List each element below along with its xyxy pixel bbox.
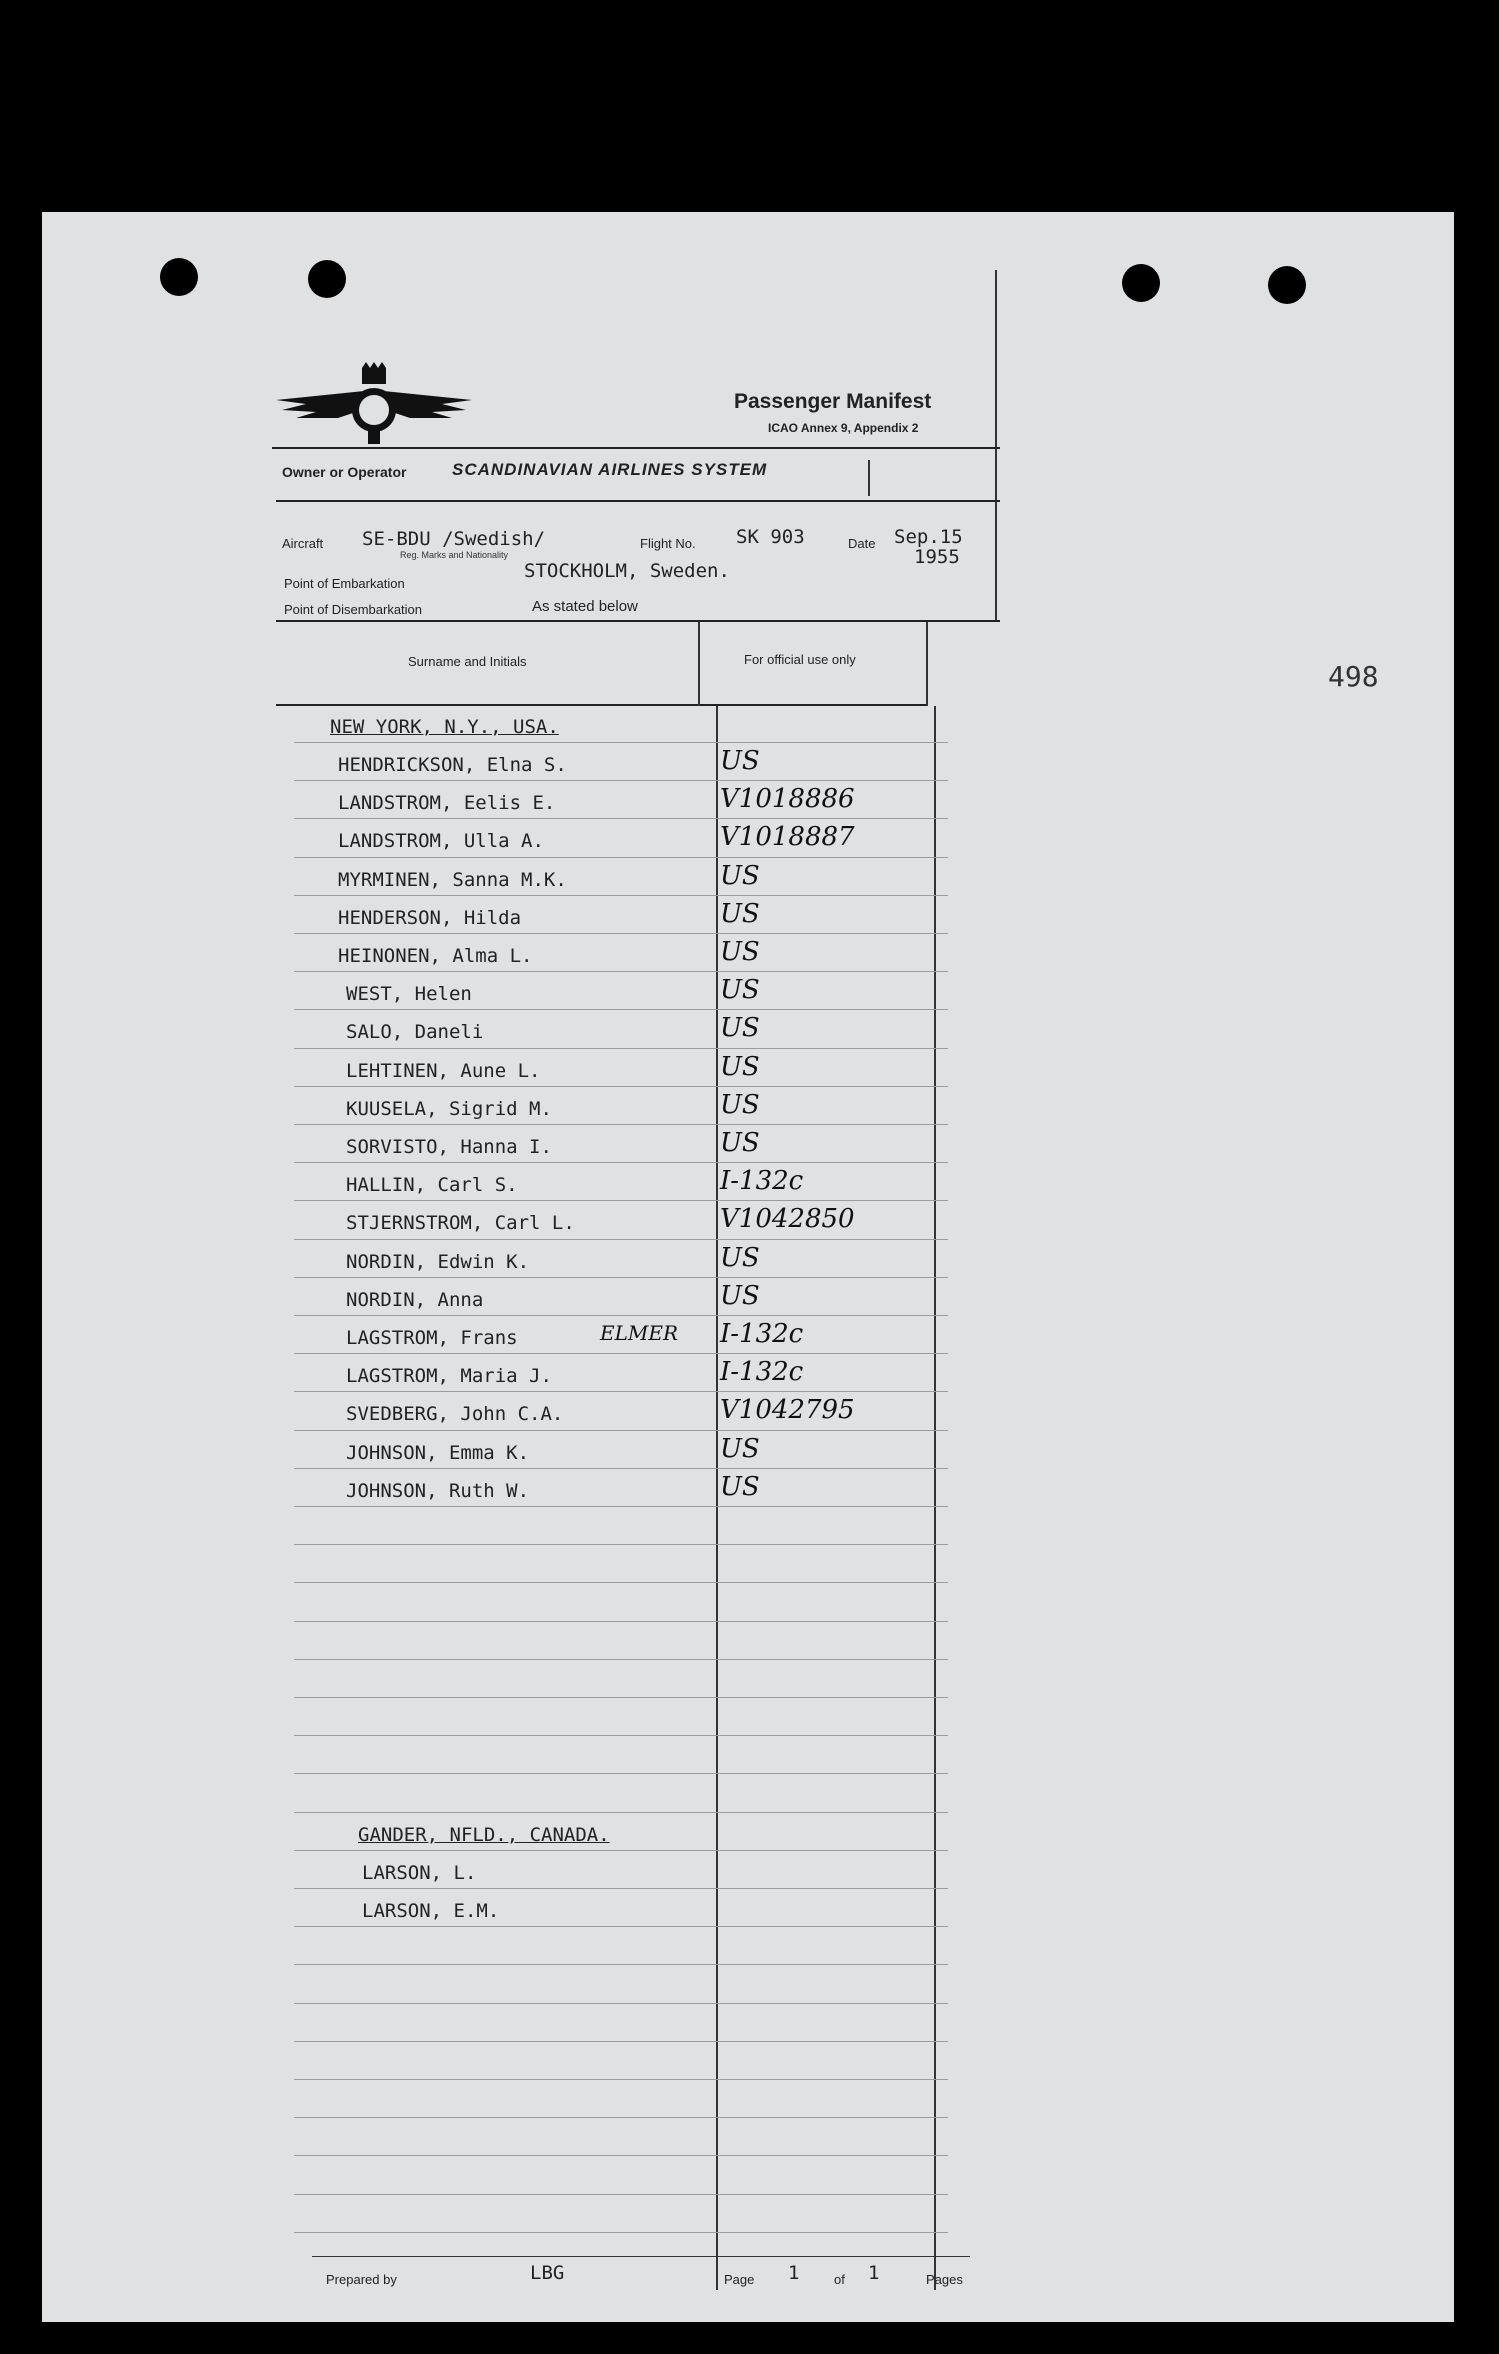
column-divider (934, 706, 936, 2290)
footer-rule (312, 2256, 970, 2257)
date-year: 1955 (914, 546, 960, 568)
official-use-entry: I-132c (720, 1319, 804, 1349)
official-use-entry: US (720, 937, 760, 967)
passenger-name: STJERNSTROM, Carl L. (346, 1212, 575, 1234)
passenger-name: JOHNSON, Ruth W. (346, 1480, 530, 1502)
official-use-entry: US (720, 1434, 760, 1464)
official-use-entry: US (720, 1472, 760, 1502)
passenger-name: LANDSTROM, Ulla A. (338, 830, 544, 852)
owner-label: Owner or Operator (282, 464, 407, 480)
ruled-line (294, 780, 948, 781)
passenger-name: LANDSTROM, Eelis E. (338, 792, 556, 814)
column-divider (698, 622, 700, 706)
punch-hole (160, 258, 198, 296)
passenger-name: SALO, Daneli (346, 1021, 484, 1043)
section-heading: NEW YORK, N.Y., USA. (330, 716, 559, 738)
page-label: Page (724, 2272, 755, 2287)
aircraft-value: SE-BDU /Swedish/ (362, 528, 546, 550)
form-subtitle: ICAO Annex 9, Appendix 2 (768, 421, 919, 435)
ruled-line (294, 1812, 948, 1813)
passenger-name: KUUSELA, Sigrid M. (346, 1098, 552, 1120)
header-rule (272, 447, 1000, 449)
embark-label: Point of Embarkation (284, 576, 405, 591)
official-use-entry: US (720, 1090, 760, 1120)
passenger-name: NORDIN, Anna (346, 1289, 484, 1311)
official-use-entry: US (720, 1281, 760, 1311)
date-label: Date (848, 536, 876, 551)
ruled-line (294, 2041, 948, 2042)
ruled-line (294, 1353, 948, 1354)
punch-hole (1122, 264, 1160, 302)
flight-value: SK 903 (736, 526, 805, 548)
header-rule (276, 500, 1000, 502)
ruled-line (294, 818, 948, 819)
official-use-entry: V1018887 (720, 822, 855, 852)
official-use-entry: US (720, 746, 760, 776)
ruled-line (294, 1124, 948, 1125)
official-use-entry: US (720, 1052, 760, 1082)
disembark-value: As stated below (532, 598, 638, 615)
column-header-surname: Surname and Initials (408, 654, 527, 669)
column-header-official: For official use only (744, 652, 856, 667)
passenger-name: SVEDBERG, John C.A. (346, 1403, 564, 1425)
flight-label: Flight No. (640, 536, 696, 551)
ruled-line (294, 1850, 948, 1851)
embark-value: STOCKHOLM, Sweden. (524, 560, 730, 582)
passenger-name: HALLIN, Carl S. (346, 1174, 518, 1196)
official-use-entry: US (720, 1013, 760, 1043)
of-value: 1 (868, 2262, 880, 2284)
date-value: Sep.15 (894, 526, 963, 548)
passenger-name: HENDERSON, Hilda (338, 907, 522, 929)
of-label: of (834, 2272, 845, 2287)
ruled-line (294, 1735, 948, 1736)
ruled-line (294, 857, 948, 858)
ruled-line (294, 1048, 948, 1049)
ruled-line (294, 1773, 948, 1774)
ruled-line (294, 1659, 948, 1660)
official-use-entry: V1042850 (720, 1204, 855, 1234)
passenger-name: HENDRICKSON, Elna S. (338, 754, 567, 776)
official-use-entry: I-132c (720, 1166, 804, 1196)
column-divider (926, 622, 928, 706)
ruled-line (294, 2117, 948, 2118)
ruled-line (294, 1544, 948, 1545)
official-use-entry: US (720, 1128, 760, 1158)
official-use-entry: I-132c (720, 1357, 804, 1387)
reg-caption: Reg. Marks and Nationality (400, 550, 509, 560)
ruled-line (294, 1315, 948, 1316)
passenger-name: HEINONEN, Alma L. (338, 945, 533, 967)
ruled-line (294, 1621, 948, 1622)
ruled-line (294, 1888, 948, 1889)
owner-mark (868, 460, 870, 496)
passenger-name: NORDIN, Edwin K. (346, 1251, 530, 1273)
ruled-line (294, 1239, 948, 1240)
ruled-line (294, 1200, 948, 1201)
prepared-by-label: Prepared by (326, 2272, 397, 2287)
prepared-by-value: LBG (530, 2262, 565, 2284)
ruled-line (294, 1582, 948, 1583)
passenger-name: LAGSTROM, Frans (346, 1327, 518, 1349)
ruled-line (294, 742, 948, 743)
ruled-line (294, 1926, 948, 1927)
column-divider (716, 706, 718, 2290)
ruled-line (294, 1086, 948, 1087)
form-title: Passenger Manifest (734, 390, 932, 413)
ruled-line (294, 1162, 948, 1163)
ruled-line (294, 1391, 948, 1392)
ruled-line (294, 1964, 948, 1965)
passenger-name: LEHTINEN, Aune L. (346, 1060, 541, 1082)
airline-logo (276, 360, 472, 450)
ruled-line (294, 1506, 948, 1507)
ruled-line (294, 2079, 948, 2080)
official-use-entry: US (720, 899, 760, 929)
ruled-line (294, 1697, 948, 1698)
form-border (995, 270, 997, 620)
ruled-line (294, 933, 948, 934)
ruled-line (294, 2194, 948, 2195)
passenger-name: JOHNSON, Emma K. (346, 1442, 530, 1464)
passenger-name: LARSON, E.M. (362, 1900, 500, 1922)
handwritten-note: ELMER (600, 1321, 679, 1345)
official-use-entry: US (720, 861, 760, 891)
aircraft-label: Aircraft (282, 536, 324, 551)
passenger-name: MYRMINEN, Sanna M.K. (338, 869, 567, 891)
ruled-line (294, 1430, 948, 1431)
passenger-name: WEST, Helen (346, 983, 472, 1005)
section-heading: GANDER, NFLD., CANADA. (358, 1824, 610, 1846)
ruled-line (294, 1277, 948, 1278)
disembark-label: Point of Disembarkation (284, 602, 423, 617)
page-number-stamp: 498 (1328, 660, 1379, 693)
official-use-entry: US (720, 975, 760, 1005)
punch-hole (1268, 266, 1306, 304)
pages-label: Pages (926, 2272, 963, 2287)
page-value: 1 (788, 2262, 800, 2284)
ruled-line (294, 2232, 948, 2233)
official-use-entry: US (720, 1243, 760, 1273)
owner-value: SCANDINAVIAN AIRLINES SYSTEM (452, 460, 768, 479)
ruled-line (294, 1009, 948, 1010)
header-rule (276, 704, 928, 706)
passenger-name: SORVISTO, Hanna I. (346, 1136, 552, 1158)
official-use-entry: V1042795 (720, 1395, 855, 1425)
punch-hole (308, 260, 346, 298)
ruled-line (294, 1468, 948, 1469)
passenger-name: LARSON, L. (362, 1862, 477, 1884)
ruled-line (294, 2155, 948, 2156)
official-use-entry: V1018886 (720, 784, 855, 814)
passenger-name: LAGSTROM, Maria J. (346, 1365, 552, 1387)
header-rule (276, 620, 1000, 622)
ruled-line (294, 895, 948, 896)
ruled-line (294, 971, 948, 972)
ruled-line (294, 2003, 948, 2004)
